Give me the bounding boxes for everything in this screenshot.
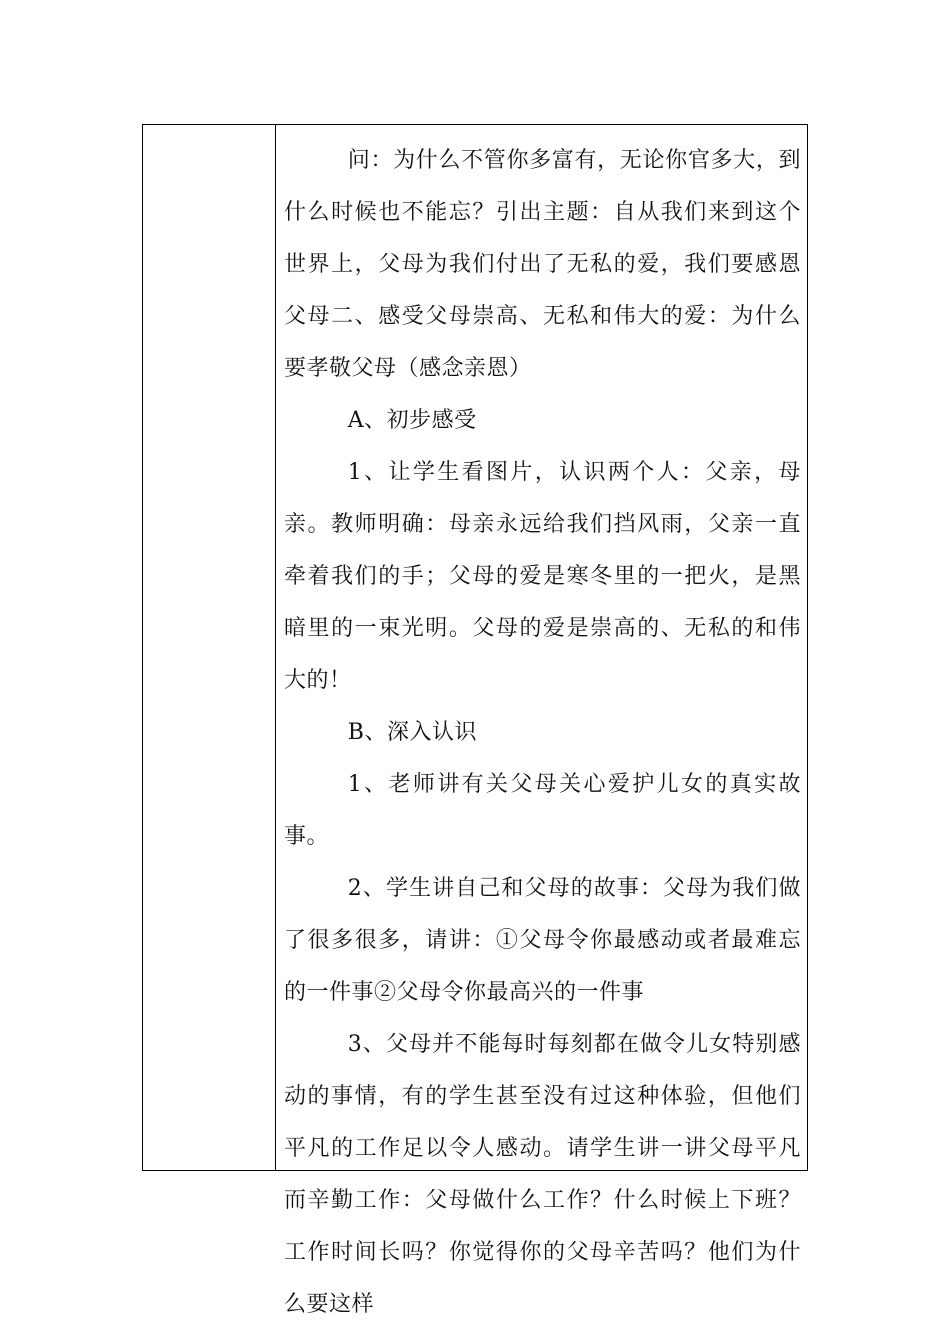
table-content-cell	[276, 125, 807, 1317]
heading-deep-understanding: B、深入认识	[347, 720, 477, 745]
paragraph-teacher-story: 1、老师讲有关父母关心爱护儿女的真实故事。	[284, 772, 801, 849]
heading-initial-feeling: A、初步感受	[347, 408, 477, 433]
paragraph-student-story: 2、学生讲自己和父母的故事：父母为我们做了很多很多，请讲：①父母令你最感动或者最难忘的一件事②父母令你最高兴的一件事	[284, 876, 801, 1005]
table-left-cell	[143, 125, 276, 1170]
paragraph-pictures: 1、让学生看图片，认识两个人：父亲，母亲。教师明确：母亲永远给我们挡风雨，父亲一直牵着我们的手；父母的爱是寒冬里的一把火，是黑暗里的一束光明。父母的爱是崇高的、无私的和伟大的！	[284, 460, 801, 693]
paragraph-question: 问：为什么不管你多富有，无论你官多大，到什么时候也不能忘？引出主题：自从我们来到这个世界上，父母为我们付出了无私的爱，我们要感恩父母二、感受父母崇高、无私和伟大的爱：为什么要孝敬父母（感念亲恩）	[284, 148, 801, 381]
paragraph-parents-work: 3、父母并不能每时每刻都在做令儿女特别感动的事情，有的学生甚至没有过这种体验，但他们平凡的工作足以令人感动。请学生讲一讲父母平凡而辛勤工作：父母做什么工作？什么时候上下班？工作时间长吗？你觉得你的父母辛苦吗？他们为什么要这样	[284, 1032, 801, 1317]
lesson-table	[142, 124, 808, 1317]
